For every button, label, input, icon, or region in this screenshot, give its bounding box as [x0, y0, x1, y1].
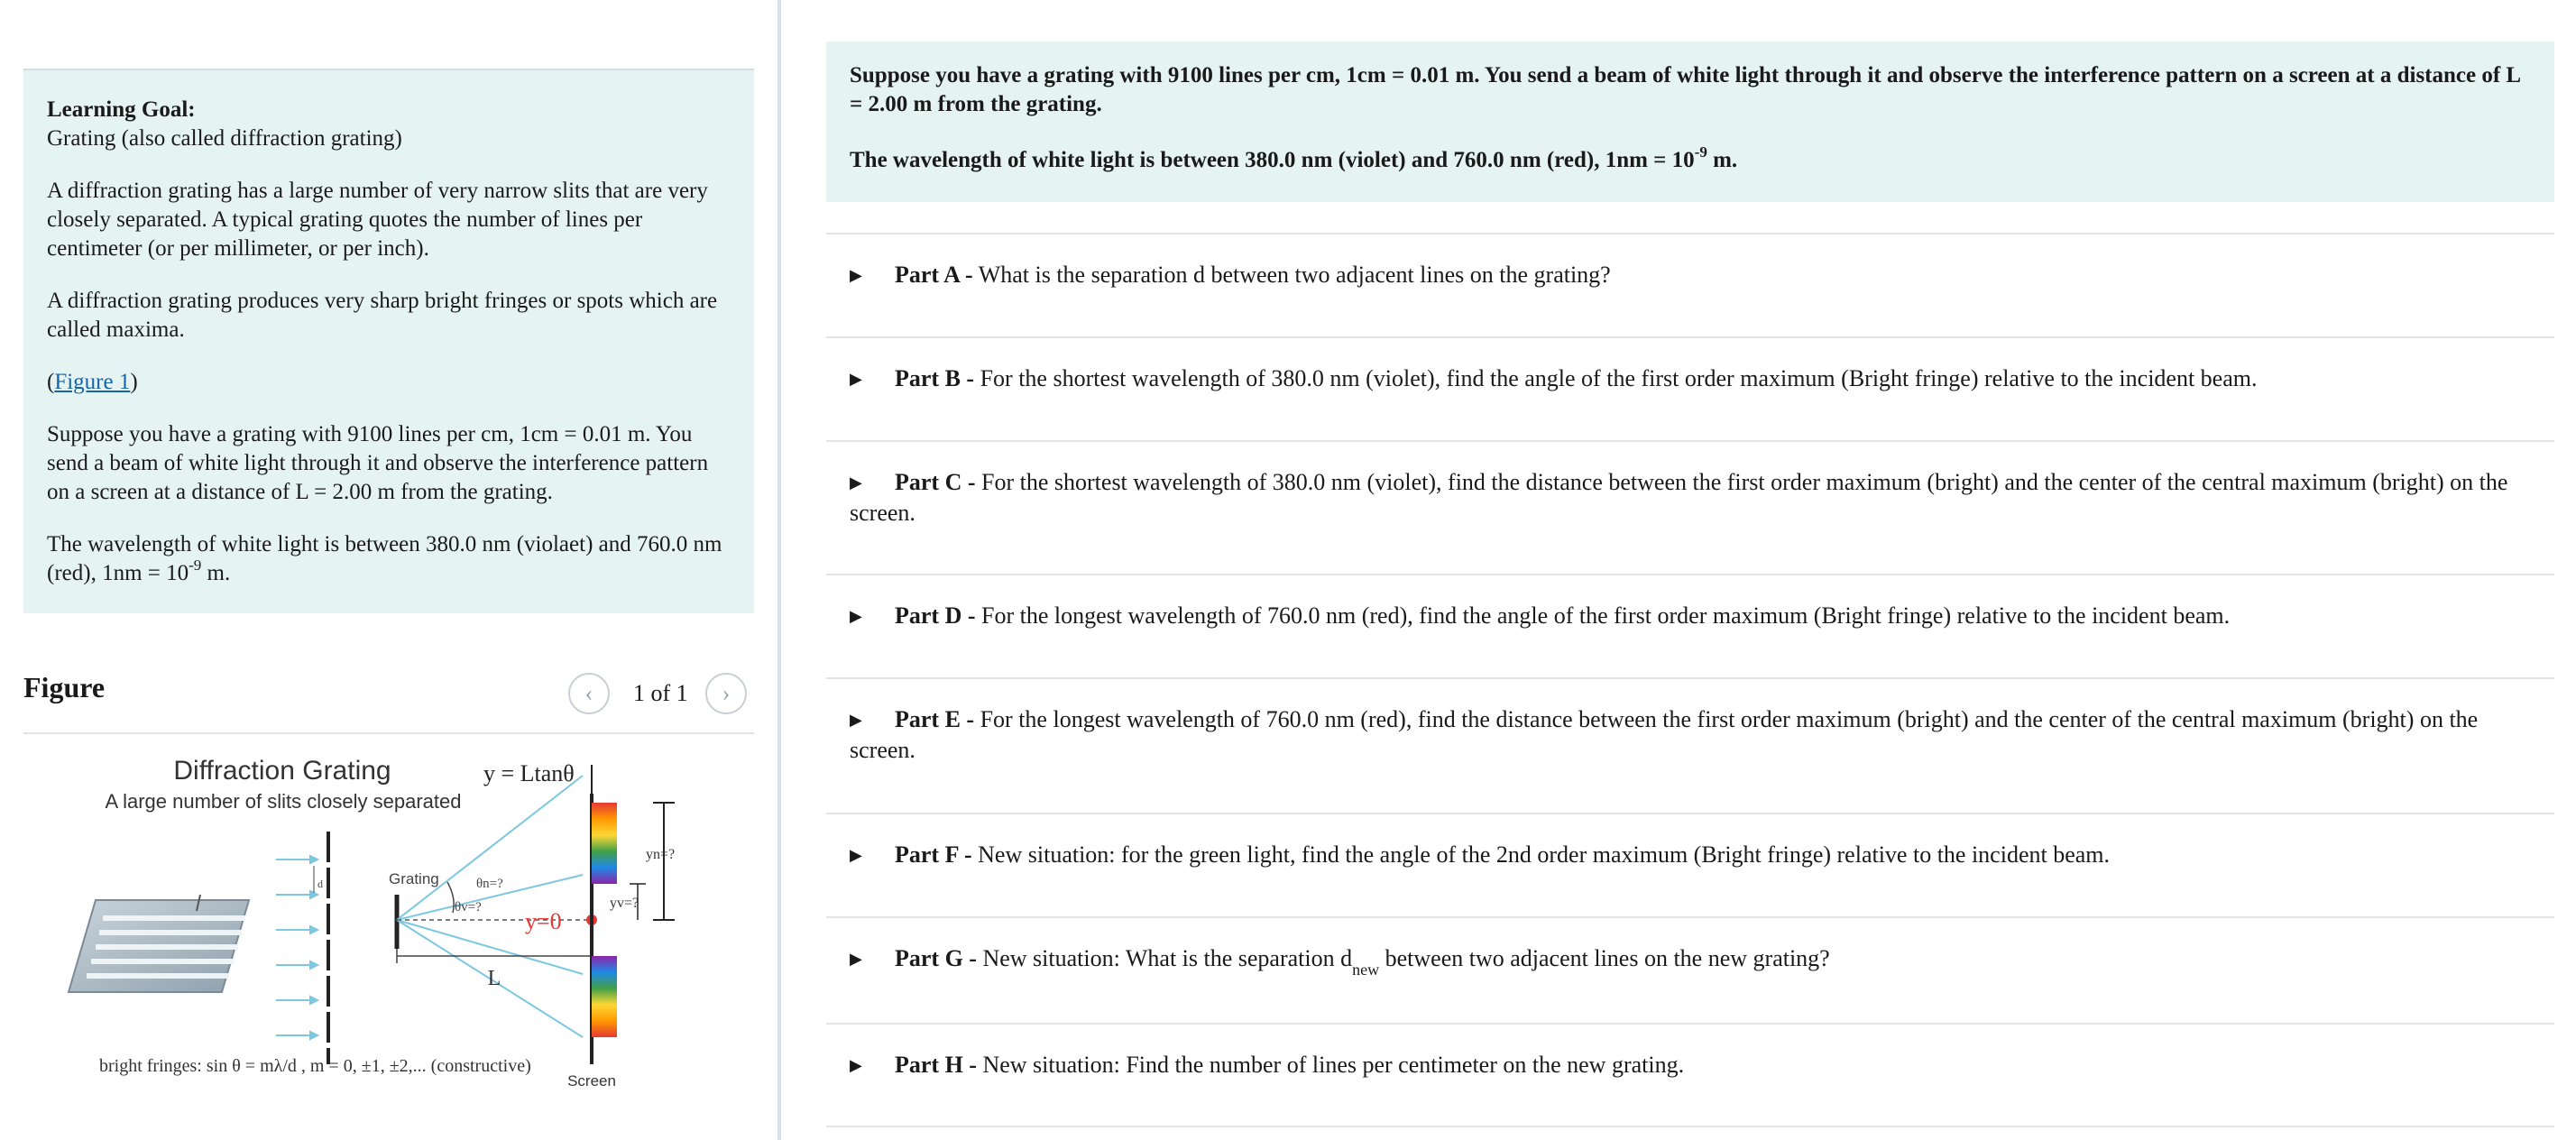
diagram-subtitle: A large number of slits closely separated [105, 790, 462, 813]
next-figure-button[interactable] [705, 673, 747, 714]
part-h[interactable]: ▶ Part H - New situation: Find the number of lines per centimeter on the new grating. [826, 1023, 2554, 1126]
theta-n-label: θn=? [476, 877, 503, 891]
part-b[interactable]: ▶ Part B - For the shortest wavelength of 380.0 nm (violet), find the angle of the first order maximum (Bright fringe) relative to the incident beam. [826, 336, 2554, 440]
lower-spectrum [592, 956, 617, 1037]
grating-plate [69, 895, 249, 992]
part-f[interactable]: ▶ Part F - New situation: for the green light, find the angle of the 2nd order maximum (Bright fringe) relative to the incident beam. [826, 813, 2554, 916]
L-label: L [487, 967, 501, 990]
upper-spectrum [592, 803, 617, 884]
expand-arrow-icon: ▶ [850, 370, 862, 388]
grating-label: Grating [389, 870, 439, 887]
part-a[interactable]: ▶ Part A - What is the separation d between two adjacent lines on the grating? [826, 233, 2554, 336]
learning-goal-para3: Suppose you have a grating with 9100 lines per cm, 1cm = 0.01 m. You send a beam of white light through it and observe the interference pattern on a screen at a distance of L = 2.00 m from the grating. [47, 422, 709, 504]
parts-bottom-divider [826, 1126, 2554, 1127]
figure-page-count: 1 of 1 [633, 680, 688, 706]
panel-divider[interactable] [777, 0, 781, 1140]
figure-header [23, 667, 754, 734]
part-c[interactable]: ▶ Part C - For the shortest wavelength of 380.0 nm (violet), find the distance between the first order maximum (bright) and the center of the central maximum (bright) on the screen. [826, 440, 2554, 574]
expand-arrow-icon: ▶ [850, 266, 862, 284]
diffraction-diagram [23, 740, 754, 1100]
y-zero-label: y=0 [525, 908, 562, 934]
previous-figure-button[interactable] [568, 673, 610, 714]
problem-line2: The wavelength of white light is between 380.0 nm (violet) and 760.0 nm (red), $1nm = 10^{-9}$ m. [850, 142, 1738, 172]
d-label: d [317, 878, 323, 890]
part-d[interactable]: ▶ Part D - For the longest wavelength of 760.0 nm (red), find the angle of the first order maximum (Bright fringe) relative to the incident beam. [826, 574, 2554, 677]
diagram-title: Diffraction Grating [173, 756, 391, 786]
learning-goal-box [23, 69, 754, 613]
diffraction-grating-figure [23, 740, 754, 1100]
problem-statement [826, 41, 2554, 202]
y-formula: y = Ltanθ [483, 760, 575, 786]
right-panel [826, 0, 2554, 1140]
chevron-left-icon: ‹ [584, 680, 593, 706]
part-g[interactable]: ▶ Part G - New situation: What is the separation $d_{new}$ between two adjacent lines on the new grating? [826, 916, 2554, 1023]
left-panel [0, 0, 777, 1140]
learning-goal-para4: The wavelength of white light is between 380.0 nm (violaet) and 760.0 nm (red), $1nm = 10^{-9}$ m. [47, 532, 722, 585]
chevron-right-icon: › [722, 680, 731, 706]
learning-goal-para1: A diffraction grating has a large number of very narrow slits that are very closely separated. A typical grating quotes the number of lines per centimeter (or per millimeter, or per inch). [47, 179, 708, 261]
learning-goal-para2: A diffraction grating produces very sharp bright fringes or spots which are called maxima. [47, 289, 718, 342]
figure-link[interactable]: Figure 1 [54, 370, 131, 394]
figure-link-line: (Figure 1) [47, 370, 138, 394]
learning-goal-title: Learning Goal: [47, 97, 196, 122]
expand-arrow-icon: ▶ [850, 950, 862, 968]
problem-line1: Suppose you have a grating with 9100 lines per cm, 1cm = 0.01 m. You send a beam of white light through it and observe the interference pattern on a screen at a distance of L = 2.00 m from the grating. [850, 63, 2520, 116]
expand-arrow-icon: ▶ [850, 473, 862, 492]
expand-arrow-icon: ▶ [850, 1056, 862, 1074]
expand-arrow-icon: ▶ [850, 711, 862, 729]
expand-arrow-icon: ▶ [850, 607, 862, 625]
yn-label: yn=? [646, 847, 676, 862]
learning-goal-subtitle: Grating (also called diffraction grating) [47, 126, 402, 151]
bright-fringe-formula: bright fringes: sin θ = mλ/d , m = 0, ±1, ±2,... (constructive) [99, 1056, 531, 1076]
screen-label: Screen [567, 1072, 616, 1089]
figure-title: Figure [23, 671, 106, 703]
expand-arrow-icon: ▶ [850, 846, 862, 864]
theta-v-label: θv=? [455, 900, 482, 915]
yv-label: yv=? [610, 896, 639, 911]
part-e[interactable]: ▶ Part E - For the longest wavelength of 760.0 nm (red), find the distance between the first order maximum (bright) and the center of the central maximum (bright) on the screen. [826, 677, 2554, 813]
